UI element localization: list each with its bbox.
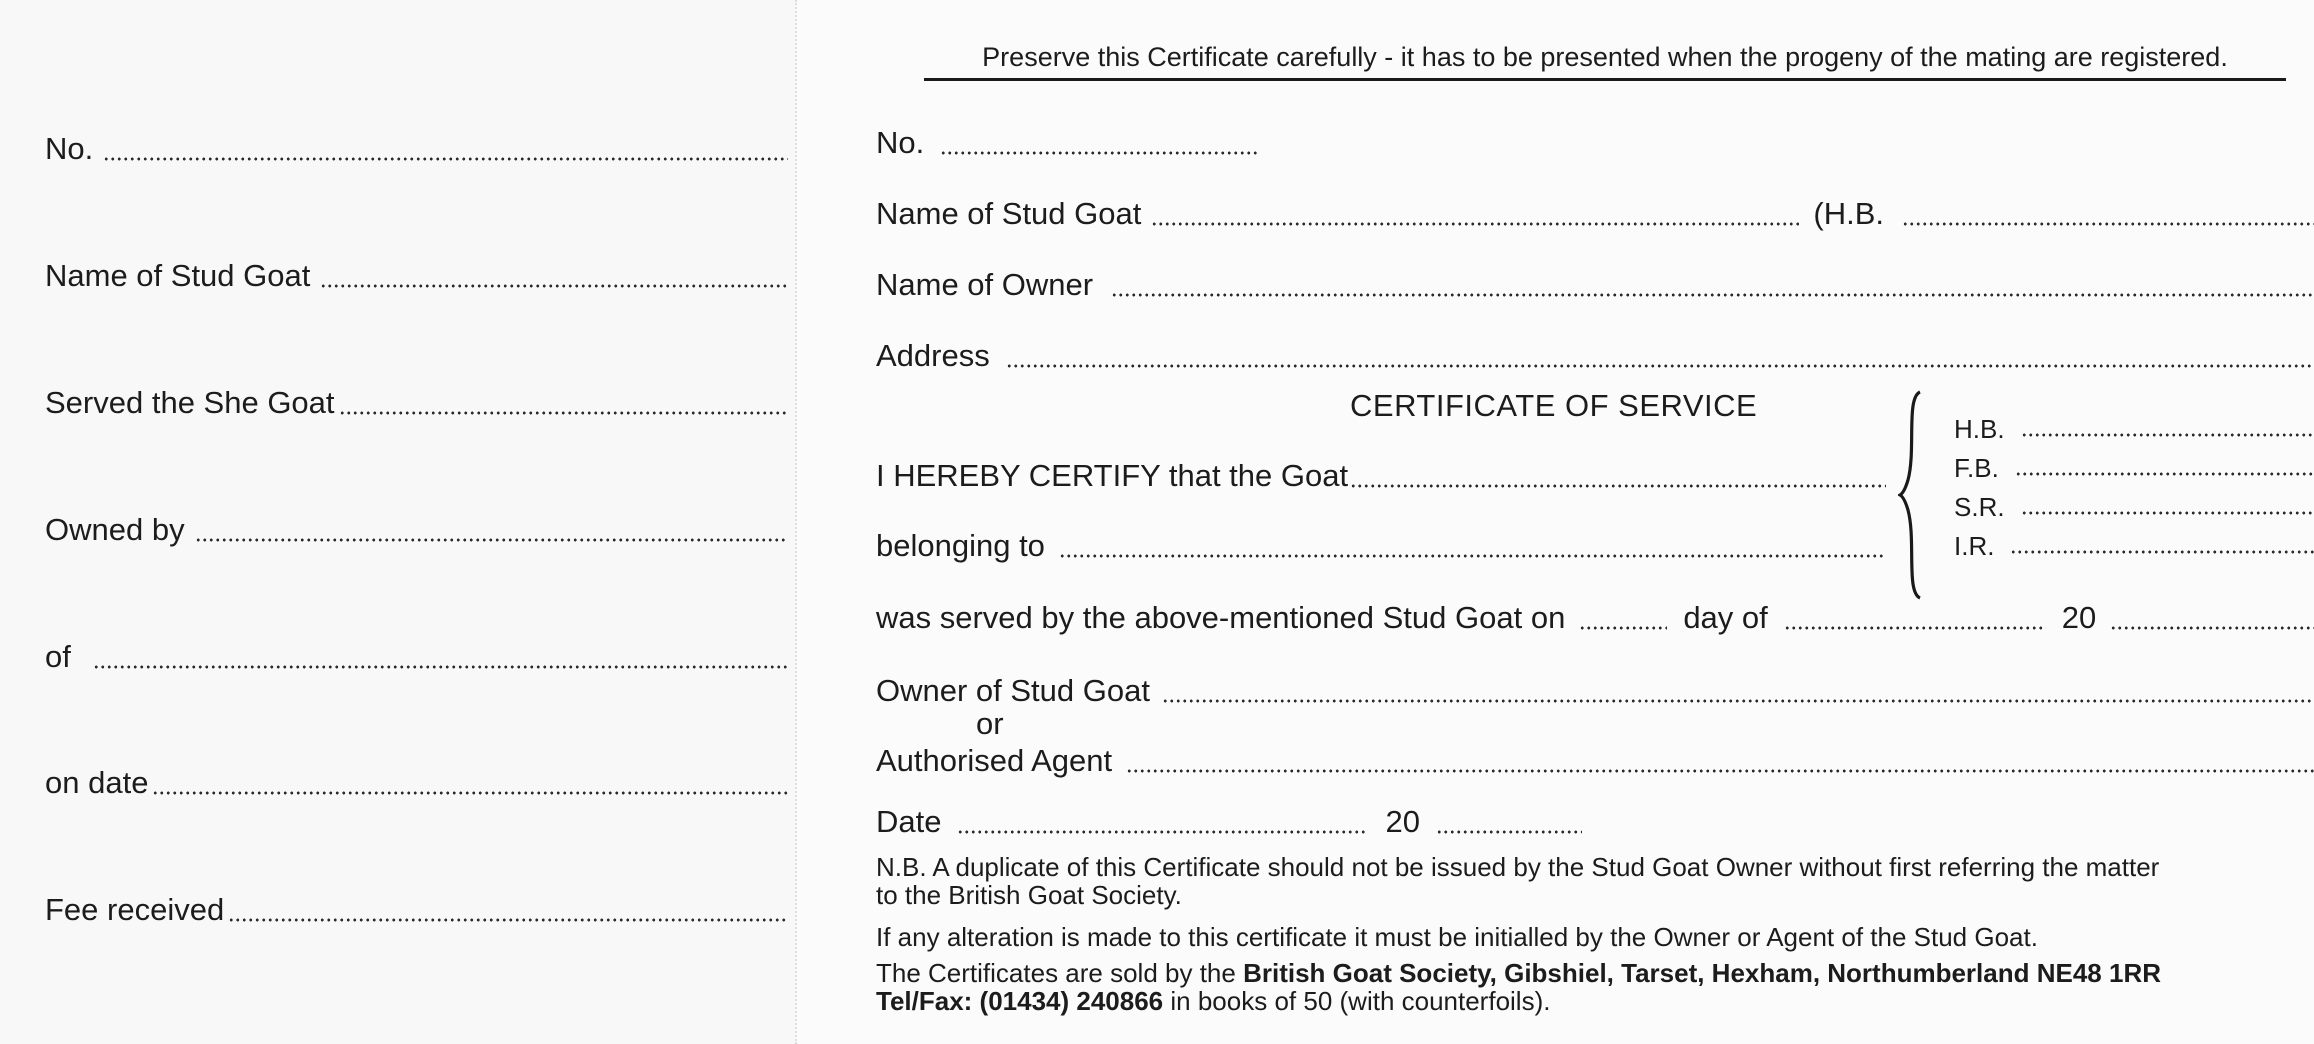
served-on-field[interactable]	[876, 599, 2314, 637]
society-tel: Tel/Fax: (01434) 240866	[876, 986, 1164, 1016]
counterfoil-owned-by-field[interactable]	[45, 511, 788, 549]
counterfoil	[0, 0, 795, 1044]
dotted-line	[1059, 554, 1886, 558]
counterfoil-on-date-label: on date	[45, 765, 149, 800]
counterfoil-served-label: Served the She Goat	[45, 385, 335, 420]
sales-note	[876, 959, 2314, 1015]
nb-line-1: N.B. A duplicate of this Certificate should not be issued by the Stud Goat Owner without first referring the matter	[876, 852, 2160, 882]
dotted-line	[195, 538, 788, 542]
year-label: 20	[2061, 600, 2097, 635]
certificate-no-label: No.	[876, 125, 925, 160]
dotted-line	[93, 665, 788, 669]
register-sr-field[interactable]	[1954, 492, 2314, 522]
register-hb-field[interactable]	[1954, 414, 2314, 444]
owner-name-field[interactable]	[876, 266, 2314, 304]
stud-goat-hb-label: (H.B.	[1813, 196, 1884, 231]
dotted-line	[1006, 364, 2314, 368]
dotted-line	[1151, 222, 1799, 226]
counterfoil-of-label: of	[45, 639, 71, 674]
stud-goat-name-field[interactable]	[876, 195, 2314, 233]
counterfoil-fee-label: Fee received	[45, 892, 225, 927]
register-ir-label: I.R.	[1954, 531, 1995, 561]
dotted-line	[1902, 222, 2314, 226]
counterfoil-on-date-field[interactable]	[45, 764, 788, 802]
dotted-line	[152, 791, 788, 795]
register-hb-label: H.B.	[1954, 414, 2005, 444]
or-text: or	[976, 706, 1004, 741]
dotted-line	[1350, 484, 1886, 488]
dotted-line	[320, 284, 788, 288]
dotted-line	[2110, 626, 2314, 630]
dotted-line	[1126, 769, 2314, 773]
register-ir-field[interactable]	[1954, 531, 2314, 561]
brace-icon	[1898, 390, 1928, 600]
register-fb-field[interactable]	[1954, 453, 2314, 483]
counterfoil-served-field[interactable]	[45, 384, 788, 422]
counterfoil-no-label: No.	[45, 131, 94, 166]
address-label: Address	[876, 338, 990, 373]
dotted-line	[1436, 830, 1582, 834]
date-year-label: 20	[1385, 804, 1420, 839]
dotted-line	[103, 157, 788, 161]
certificate-no-field[interactable]	[876, 124, 1258, 162]
counterfoil-stud-goat-field[interactable]	[45, 257, 788, 295]
certificate-heading: CERTIFICATE OF SERVICE	[1350, 388, 1758, 423]
register-sr-label: S.R.	[1954, 492, 2005, 522]
or-label	[976, 705, 1004, 743]
counterfoil-fee-field[interactable]	[45, 891, 788, 929]
served-on-label: was served by the above-mentioned Stud Goat on	[876, 600, 1566, 635]
owner-name-label: Name of Owner	[876, 267, 1094, 302]
authorised-agent-label: Authorised Agent	[876, 743, 1113, 778]
certify-goat-label: I HEREBY CERTIFY that the Goat	[876, 458, 1349, 493]
date-field[interactable]	[876, 803, 1582, 841]
dotted-line	[2010, 550, 2314, 554]
dotted-line	[1162, 699, 2314, 703]
dotted-line	[2015, 472, 2314, 476]
stud-goat-name-label: Name of Stud Goat	[876, 196, 1142, 231]
alteration-note: If any alteration is made to this certificate it must be initialled by the Owner or Agent of the Stud Goat.	[876, 922, 2038, 952]
sold-prefix: The Certificates are sold by the	[876, 958, 1236, 988]
belonging-to-label: belonging to	[876, 528, 1045, 563]
nb-line-2: to the British Goat Society.	[876, 880, 1182, 910]
counterfoil-owned-by-label: Owned by	[45, 512, 185, 547]
counterfoil-of-field[interactable]	[45, 638, 788, 676]
dotted-line	[957, 830, 1367, 834]
books-note: in books of 50 (with counterfoils).	[1170, 986, 1551, 1016]
dotted-line	[1111, 293, 2314, 297]
owner-stud-goat-field[interactable]	[876, 672, 2314, 710]
certify-goat-field[interactable]	[876, 457, 1886, 495]
register-fb-label: F.B.	[1954, 453, 1999, 483]
society-address: British Goat Society, Gibshiel, Tarset, Hexham, Northumberland NE48 1RR	[1243, 958, 2161, 988]
dotted-line	[2021, 433, 2314, 437]
dotted-line	[339, 411, 788, 415]
belonging-to-field[interactable]	[876, 527, 1886, 565]
date-label: Date	[876, 804, 942, 839]
dotted-line	[2021, 511, 2314, 515]
owner-stud-goat-label: Owner of Stud Goat	[876, 673, 1150, 708]
counterfoil-no-field[interactable]	[45, 130, 788, 168]
counterfoil-stud-goat-label: Name of Stud Goat	[45, 258, 311, 293]
authorised-agent-field[interactable]	[876, 742, 2314, 780]
nb-note	[876, 853, 2314, 909]
dotted-line	[228, 918, 788, 922]
dotted-line	[940, 151, 1258, 155]
preserve-notice: Preserve this Certificate carefully - it has to be presented when the progeny of the mating are registered.	[924, 40, 2286, 81]
address-field[interactable]	[876, 337, 2314, 375]
dotted-line	[1784, 626, 2046, 630]
dotted-line	[1579, 626, 1667, 630]
day-of-label: day of	[1683, 600, 1768, 635]
